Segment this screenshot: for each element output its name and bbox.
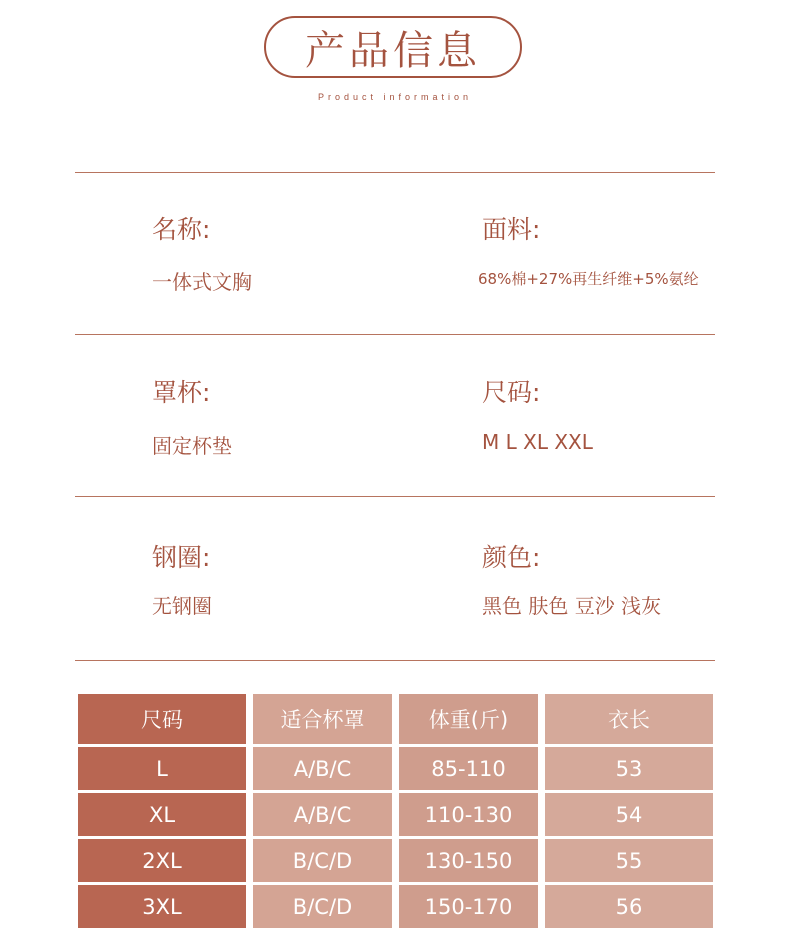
table-cell: 110-130 [399, 793, 538, 836]
divider [75, 660, 715, 661]
page-title: 产品信息 [305, 27, 481, 74]
divider [75, 496, 715, 497]
table-cell: 56 [545, 885, 713, 928]
underwire-label: 钢圈: [152, 543, 211, 572]
table-header-cell: 适合杯罩 [253, 694, 392, 744]
underwire-value: 无钢圈 [152, 594, 212, 618]
size-table [78, 694, 713, 928]
divider [75, 334, 715, 335]
table-cell: B/C/D [253, 839, 392, 882]
color-label: 颜色: [482, 543, 541, 572]
table-cell: A/B/C [253, 793, 392, 836]
table-cell: 85-110 [399, 747, 538, 790]
cup-value: 固定杯垫 [152, 434, 232, 458]
table-header-cell: 体重(斤) [399, 694, 538, 744]
title-pill [264, 16, 522, 78]
fabric-value: 68%棉+27%再生纤维+5%氨纶 [478, 270, 699, 288]
cup-label: 罩杯: [152, 378, 211, 407]
table-cell: 53 [545, 747, 713, 790]
table-cell: 55 [545, 839, 713, 882]
table-cell: L [78, 747, 246, 790]
page-subtitle: Product information [317, 92, 473, 102]
size-value: M L XL XXL [482, 430, 593, 454]
table-cell: XL [78, 793, 246, 836]
table-cell: B/C/D [253, 885, 392, 928]
color-value: 黑色 肤色 豆沙 浅灰 [482, 594, 662, 618]
fabric-label: 面料: [482, 215, 541, 244]
table-cell: 130-150 [399, 839, 538, 882]
table-cell: 3XL [78, 885, 246, 928]
name-label: 名称: [152, 215, 211, 244]
table-header-cell: 尺码 [78, 694, 246, 744]
table-cell: A/B/C [253, 747, 392, 790]
table-header-cell: 衣长 [545, 694, 713, 744]
size-label: 尺码: [482, 378, 541, 407]
table-cell: 150-170 [399, 885, 538, 928]
table-cell: 54 [545, 793, 713, 836]
divider [75, 172, 715, 173]
table-cell: 2XL [78, 839, 246, 882]
name-value: 一体式文胸 [152, 270, 252, 294]
